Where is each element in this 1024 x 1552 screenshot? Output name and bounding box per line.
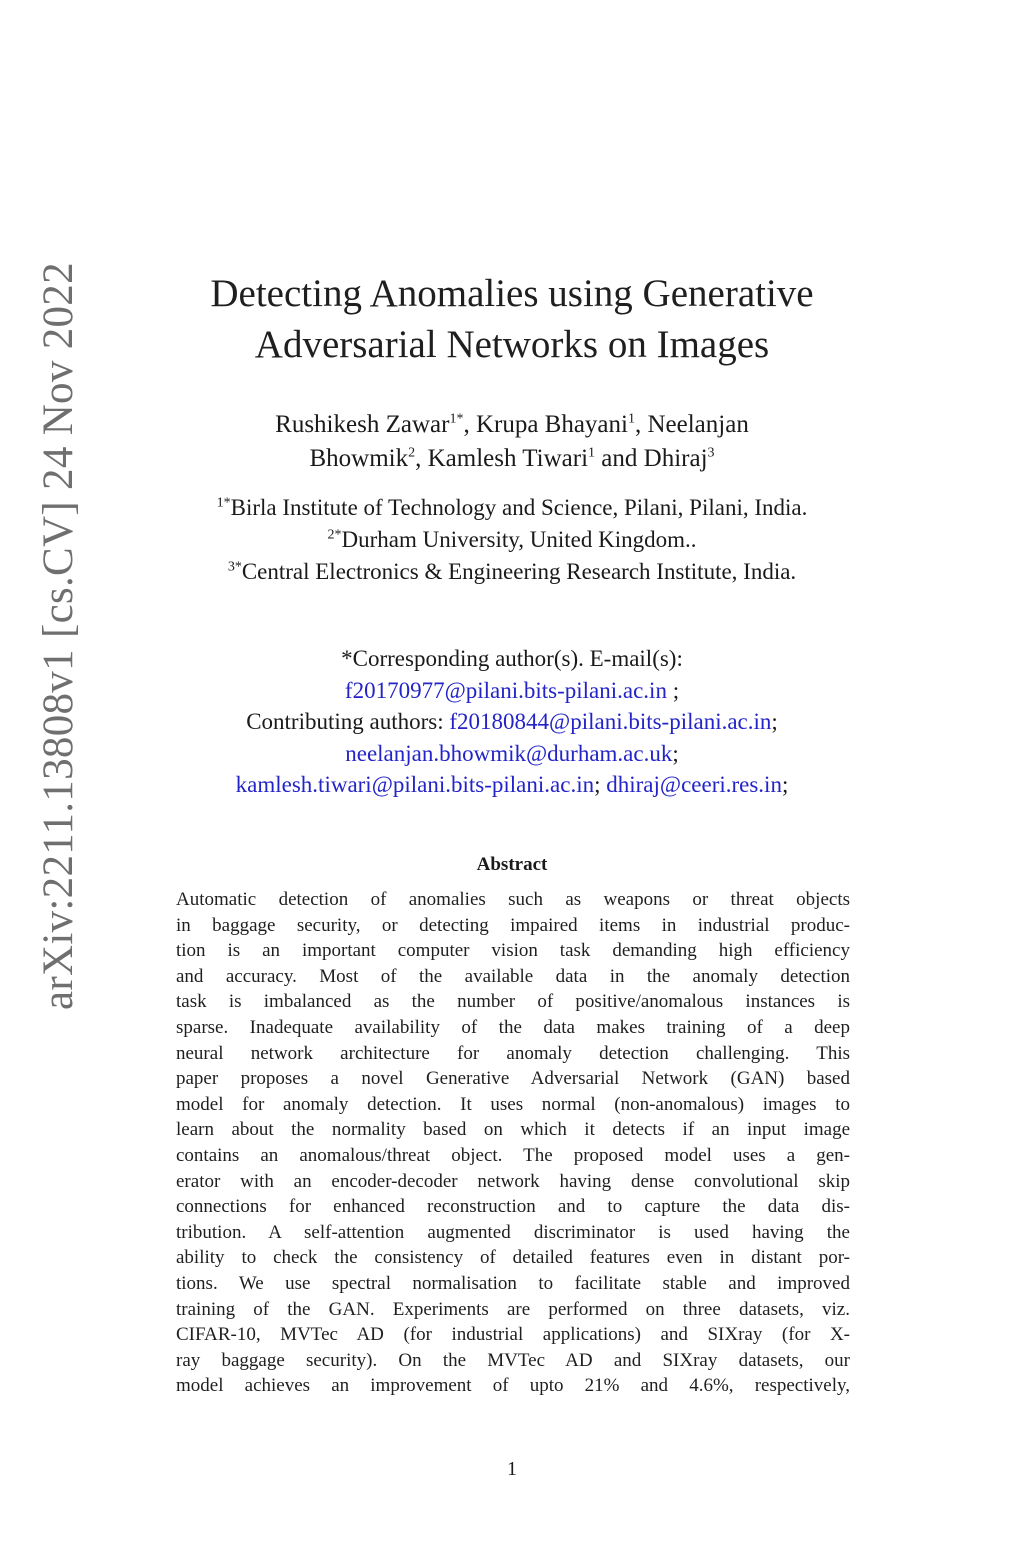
abstract-heading: Abstract xyxy=(476,854,548,875)
title-line-2: Adversarial Networks on Images xyxy=(254,323,770,366)
author-list xyxy=(0,408,1024,476)
contact-line xyxy=(0,769,1024,801)
author-line-2 xyxy=(0,442,1024,476)
abstract-line: neural network architecture for anomaly detection challenging. This xyxy=(176,1042,850,1064)
abstract-line: ray baggage security). On the MVTec AD and SIXray datasets, our xyxy=(176,1349,850,1371)
abstract-line: connections for enhanced reconstruction and to capture the data dis- xyxy=(176,1196,850,1218)
affiliation-sup: 2* xyxy=(327,527,342,543)
abstract-line: tribution. A self-attention augmented discriminator is used having the xyxy=(176,1221,850,1243)
author-sup: 3 xyxy=(707,445,715,461)
contributing-line xyxy=(0,706,1024,738)
abstract-line: in baggage security, or detecting impaired items in industrial produc- xyxy=(176,914,850,936)
affiliation-list xyxy=(0,492,1024,588)
abstract-line: task is imbalanced as the number of positive/anomalous instances is xyxy=(176,991,850,1013)
affiliation-sup: 1* xyxy=(216,495,231,511)
contributing-label: Contributing authors: xyxy=(246,709,450,734)
email-link[interactable]: f20180844@pilani.bits-pilani.ac.in xyxy=(449,709,772,734)
abstract-line: training of the GAN. Experiments are performed on three datasets, viz. xyxy=(176,1298,850,1320)
abstract-line: tion is an important computer vision task demanding high efficiency xyxy=(176,940,850,962)
affiliation-line xyxy=(0,556,1024,588)
author-name: , Neelanjan xyxy=(634,411,749,438)
abstract-line: CIFAR-10, MVTec AD (for industrial applications) and SIXray (for X- xyxy=(176,1324,850,1346)
title-line-1: Detecting Anomalies using Generative xyxy=(210,272,814,315)
author-name: and Dhiraj xyxy=(595,445,708,472)
author-name: , Kamlesh Tiwari xyxy=(415,445,589,472)
abstract-line: sparse. Inadequate availability of the data makes training of a deep xyxy=(176,1016,850,1038)
author-name: Rushikesh Zawar xyxy=(275,411,450,438)
corresponding-label: *Corresponding author(s). E-mail(s): xyxy=(341,646,683,671)
affiliation-line xyxy=(0,492,1024,524)
separator: ; xyxy=(594,772,607,797)
affiliation-text: Durham University, United Kingdom.. xyxy=(341,527,697,552)
abstract-line: learn about the normality based on which it detects if an input image xyxy=(176,1119,850,1141)
affiliation-text: Central Electronics & Engineering Research Institute, India. xyxy=(241,559,797,584)
corresponding-email-line xyxy=(0,675,1024,707)
author-name: , Krupa Bhayani xyxy=(463,411,628,438)
author-sup: 1 xyxy=(588,445,596,461)
abstract-line: Automatic detection of anomalies such as weapons or threat objects xyxy=(176,889,850,910)
paper-title xyxy=(0,268,1024,370)
affiliation-sup: 3* xyxy=(227,559,242,575)
separator: ; xyxy=(771,709,778,734)
separator: ; xyxy=(666,677,680,703)
page-number: 1 xyxy=(507,1458,517,1480)
abstract-line: model achieves an improvement of upto 21% and 4.6%, respectively, xyxy=(176,1375,850,1397)
abstract-line: model for anomaly detection. It uses normal (non-anomalous) images to xyxy=(176,1093,850,1115)
contact-line xyxy=(0,738,1024,770)
author-line-1 xyxy=(0,408,1024,442)
email-link[interactable]: kamlesh.tiwari@pilani.bits-pilani.ac.in xyxy=(235,772,595,797)
abstract-line: and accuracy. Most of the available data in the anomaly detection xyxy=(176,965,850,987)
author-sup: 1 xyxy=(627,411,635,427)
email-link[interactable]: neelanjan.bhowmik@durham.ac.uk xyxy=(345,740,673,766)
abstract-line: contains an anomalous/threat object. The proposed model uses a gen- xyxy=(176,1144,850,1166)
author-sup: 2 xyxy=(408,445,416,461)
separator: ; xyxy=(781,772,789,797)
affiliation-line xyxy=(0,524,1024,556)
abstract-line: ability to check the consistency of detailed features even in distant por- xyxy=(176,1247,850,1269)
separator: ; xyxy=(672,740,679,766)
abstract-body xyxy=(176,887,850,1399)
author-sup: 1* xyxy=(449,411,464,427)
contact-info xyxy=(0,643,1024,801)
abstract-line: paper proposes a novel Generative Adversarial Network (GAN) based xyxy=(176,1068,850,1090)
email-link[interactable]: f20170977@pilani.bits-pilani.ac.in xyxy=(344,677,667,703)
abstract-line: tions. We use spectral normalisation to facilitate stable and improved xyxy=(176,1272,850,1294)
abstract-line: erator with an encoder-decoder network having dense convolutional skip xyxy=(176,1170,850,1192)
email-link[interactable]: dhiraj@ceeri.res.in xyxy=(606,772,782,797)
arxiv-identifier: arXiv:2211.13808v1 [cs.CV] 24 Nov 2022 xyxy=(35,262,82,1010)
affiliation-text: Birla Institute of Technology and Science, Pilani, Pilani, India. xyxy=(230,495,808,520)
author-name: Bhowmik xyxy=(309,445,409,472)
